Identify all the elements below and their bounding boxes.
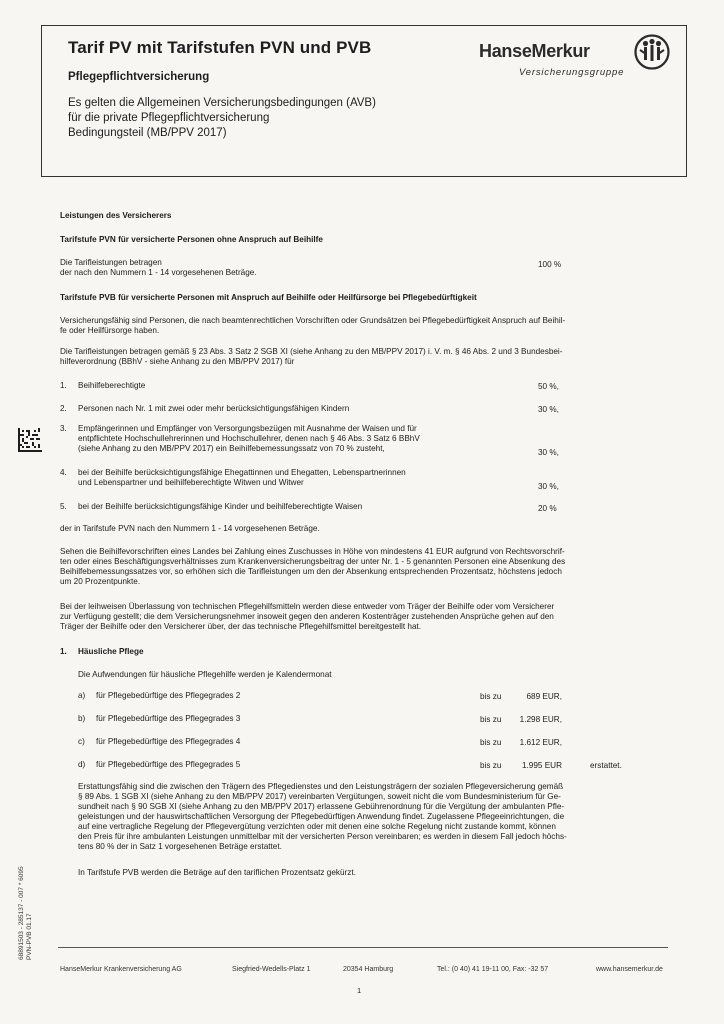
paragraph-line: Sehen die Beihilfevorschriften eines Landes bei Zahlung eines Zuschusses in Höhe von mindestens 41 EUR aufgrund von Rechtsvorschrif- bbox=[60, 547, 565, 556]
item-number: 3. bbox=[60, 424, 67, 433]
pvb-tarif-line: hilfeverordnung (BBhV - siehe Anhang zu den MB/PPV 2017) für bbox=[60, 357, 295, 366]
footer-company: HanseMerkur Krankenversicherung AG bbox=[60, 966, 182, 973]
grade-amount: 1.995 EUR bbox=[521, 761, 562, 770]
document-title: Tarif PV mit Tarifstufen PVN und PVB bbox=[68, 38, 372, 57]
grade-letter: b) bbox=[78, 714, 86, 723]
bis-zu: bis zu bbox=[480, 761, 502, 770]
item-percent: 20 % bbox=[538, 504, 557, 513]
grade-label: für Pflegebedürftige des Pflegegrades 5 bbox=[96, 760, 241, 769]
bis-zu: bis zu bbox=[480, 692, 502, 701]
footer-web[interactable]: www.hansemerkur.de bbox=[596, 966, 663, 973]
grade-label: für Pflegebedürftige des Pflegegrades 4 bbox=[96, 737, 241, 746]
paragraph-line: geleistungen und der hauswirtschaftlichen Versorgung der Pflegebedürftigen Anwendung findet. Zugelassene Pflegeeinrichtungen, die bbox=[78, 812, 565, 821]
paragraph-line: um 20 Prozentpunkte. bbox=[60, 577, 141, 586]
item-number: 1. bbox=[60, 381, 67, 390]
grade-label: für Pflegebedürftige des Pflegegrades 3 bbox=[96, 714, 241, 723]
item-text-line: entpflichtete Hochschullehrerinnen und Hochschullehrer, denen nach § 46 Abs. 3 Satz 6 BBhV bbox=[78, 434, 420, 443]
item-percent: 30 %, bbox=[538, 405, 559, 414]
grade-amount: 1.298 EUR, bbox=[519, 715, 562, 724]
document-subtitle: Pflegepflichtversicherung bbox=[68, 71, 210, 83]
item-text-line: Beihilfeberechtigte bbox=[78, 381, 146, 390]
paragraph-line: Erstattungsfähig sind die zwischen den Trägern des Pflegedienstes und den Leistungsträgern der sozialen Pflegeversicherung gemäß bbox=[78, 782, 564, 791]
grade-letter: a) bbox=[78, 691, 86, 700]
item-text-line: bei der Beihilfe berücksichtigungsfähige Ehegattinnen und Ehegatten, Lebenspartnerinnen bbox=[78, 468, 406, 477]
haeusliche-heading: Häusliche Pflege bbox=[78, 647, 144, 656]
grade-letter: d) bbox=[78, 760, 86, 769]
paragraph-line: auf eine vertragliche Regelung der Pflegevergütung verzichten oder mit denen eine solche Regelung nicht zustande kommt, können bbox=[78, 822, 556, 831]
avb-line: Bedingungsteil (MB/PPV 2017) bbox=[68, 127, 227, 139]
leistungen-heading: Leistungen des Versicherers bbox=[60, 211, 172, 220]
footer-phone: Tel.: (0 40) 41 19-11 00, Fax: -32 57 bbox=[437, 966, 549, 973]
section-number: 1. bbox=[60, 647, 67, 656]
pvn-text-line: Die Tarifleistungen betragen bbox=[60, 258, 162, 267]
paragraph-line: Träger der Beihilfe oder den Versicherer über, der das technische Pflegehilfsmittel bereitgestellt hat. bbox=[60, 622, 422, 631]
item-number: 4. bbox=[60, 468, 67, 477]
footer-city: 20354 Hamburg bbox=[343, 966, 394, 973]
page-number: 1 bbox=[357, 986, 362, 995]
footer-divider bbox=[58, 947, 668, 948]
bis-zu: bis zu bbox=[480, 715, 502, 724]
logo-name: HanseMerkur bbox=[479, 41, 590, 61]
item-text-line: Personen nach Nr. 1 mit zwei oder mehr berücksichtigungsfähigen Kindern bbox=[78, 404, 350, 413]
paragraph-line: Bei der leihweisen Überlassung von technischen Pflegehilfsmitteln werden diese entweder vom Träger der Beihilfe oder vom Versicherer bbox=[60, 602, 555, 611]
avb-reference bbox=[68, 96, 376, 141]
item-text-line: Empfängerinnen und Empfänger von Versorgungsbezügen mit Ausnahme der Waisen und für bbox=[78, 424, 417, 433]
hilfsmittel-paragraph bbox=[60, 602, 554, 632]
logo-people-icon bbox=[633, 33, 671, 71]
pvb-intro-line: fe oder Heilfürsorge haben. bbox=[60, 326, 160, 335]
pvb-tarif-line: Die Tarifleistungen betragen gemäß § 23 Abs. 3 Satz 2 SGB XI (siehe Anhang zu den MB/PPV 2017) i. V. m. § 46 Abs. 2 und 3 Bundesbei- bbox=[60, 347, 563, 356]
grade-label: für Pflegebedürftige des Pflegegrades 2 bbox=[96, 691, 241, 700]
side-code bbox=[18, 866, 34, 960]
paragraph-line: sundheit nach § 90 SGB XI (siehe Anhang zu den MB/PPV 2017) erlassene Gebührenordnung für die Vergütung der ambulanten Pfle- bbox=[78, 802, 565, 811]
bis-zu: bis zu bbox=[480, 738, 502, 747]
pvb-kuerzung-text: In Tarifstufe PVB werden die Beträge auf den tariflichen Prozentsatz gekürzt. bbox=[78, 868, 356, 877]
side-code-line: 68891503 - 285137 - 007 * 6095 bbox=[18, 866, 25, 960]
item-number: 2. bbox=[60, 404, 67, 413]
item-percent: 30 %, bbox=[538, 448, 559, 457]
grade-amount: 1.612 EUR, bbox=[519, 738, 562, 747]
erstattet-suffix: erstattet. bbox=[590, 761, 622, 770]
qr-code bbox=[18, 428, 42, 452]
paragraph-line: Beihilfebemessungssatzes vor, so erhöhen sich die Tarifleistungen um den der Absenkung entsprechenden Prozentsatz, höchstens jedoch bbox=[60, 567, 562, 576]
side-code-line: PVN-PVB 01.17 bbox=[26, 913, 33, 960]
after-items-text: der in Tarifstufe PVN nach den Nummern 1 - 14 vorgesehenen Beträge. bbox=[60, 524, 320, 533]
erstattung-paragraph bbox=[78, 782, 567, 852]
paragraph-line: zur Verfügung gestellt; die dem Versicherungsnehmer insoweit gegen den anderen Kostenträger zustehenden Ansprüche gehen auf den bbox=[60, 612, 554, 621]
pvn-percent: 100 % bbox=[538, 260, 562, 269]
avb-line: Es gelten die Allgemeinen Versicherungsbedingungen (AVB) bbox=[68, 97, 376, 109]
paragraph-line: den Preis für ihre ambulanten Leistungen unmittelbar mit der versicherten Person vereinbaren; es werden in diesem Fall jedoch höchs- bbox=[78, 832, 567, 841]
item-number: 5. bbox=[60, 502, 67, 511]
paragraph-line: § 89 Abs. 1 SGB XI (siehe Anhang zu den MB/PPV 2017) vereinbarten Vergütungen, soweit nicht die vom Bundesministerium für Ge- bbox=[78, 792, 561, 801]
item-text-line: (siehe Anhang zu den MB/PPV 2017) ein Beihilfebemessungssatz von 70 % zusteht, bbox=[78, 444, 385, 453]
avb-line: für die private Pflegepflichtversicherung bbox=[68, 112, 270, 124]
paragraph-line: ten oder eines Beschäftigungsverhältnisses zum Krankenversicherungsbeitrag der unter Nr. 1 - 5 genannten Personen eine Absenkung des bbox=[60, 557, 566, 566]
item-text-line: bei der Beihilfe berücksichtigungsfähige Kinder und beihilfeberechtigte Waisen bbox=[78, 502, 363, 511]
footer-street: Siegfried-Wedells-Platz 1 bbox=[232, 966, 311, 973]
item-text-line: und Lebenspartner und beihilfeberechtigte Witwen und Witwer bbox=[78, 478, 304, 487]
haeusliche-intro: Die Aufwendungen für häusliche Pflegehilfe werden je Kalendermonat bbox=[78, 670, 332, 679]
item-percent: 30 %, bbox=[538, 482, 559, 491]
grade-amount: 689 EUR, bbox=[526, 692, 562, 701]
pvb-intro-line: Versicherungsfähig sind Personen, die nach beamtenrechtlichen Vorschriften oder Grundsätzen bei Pflegebedürftigkeit Anspruch auf Beihil- bbox=[60, 316, 566, 325]
pvb-heading: Tarifstufe PVB für versicherte Personen mit Anspruch auf Beihilfe oder Heilfürsorge bei Pflegebedürftigkeit bbox=[60, 293, 477, 302]
grade-letter: c) bbox=[78, 737, 85, 746]
item-percent: 50 %, bbox=[538, 382, 559, 391]
pvn-text-line: der nach den Nummern 1 - 14 vorgesehenen Beträge. bbox=[60, 268, 257, 277]
paragraph-line: tens 80 % der in Satz 1 vorgesehenen Beträge erstattet. bbox=[78, 842, 282, 851]
logo-tagline: Versicherungsgruppe bbox=[519, 67, 625, 78]
zuschuss-paragraph bbox=[60, 547, 565, 587]
pvn-heading: Tarifstufe PVN für versicherte Personen ohne Anspruch auf Beihilfe bbox=[60, 235, 323, 244]
